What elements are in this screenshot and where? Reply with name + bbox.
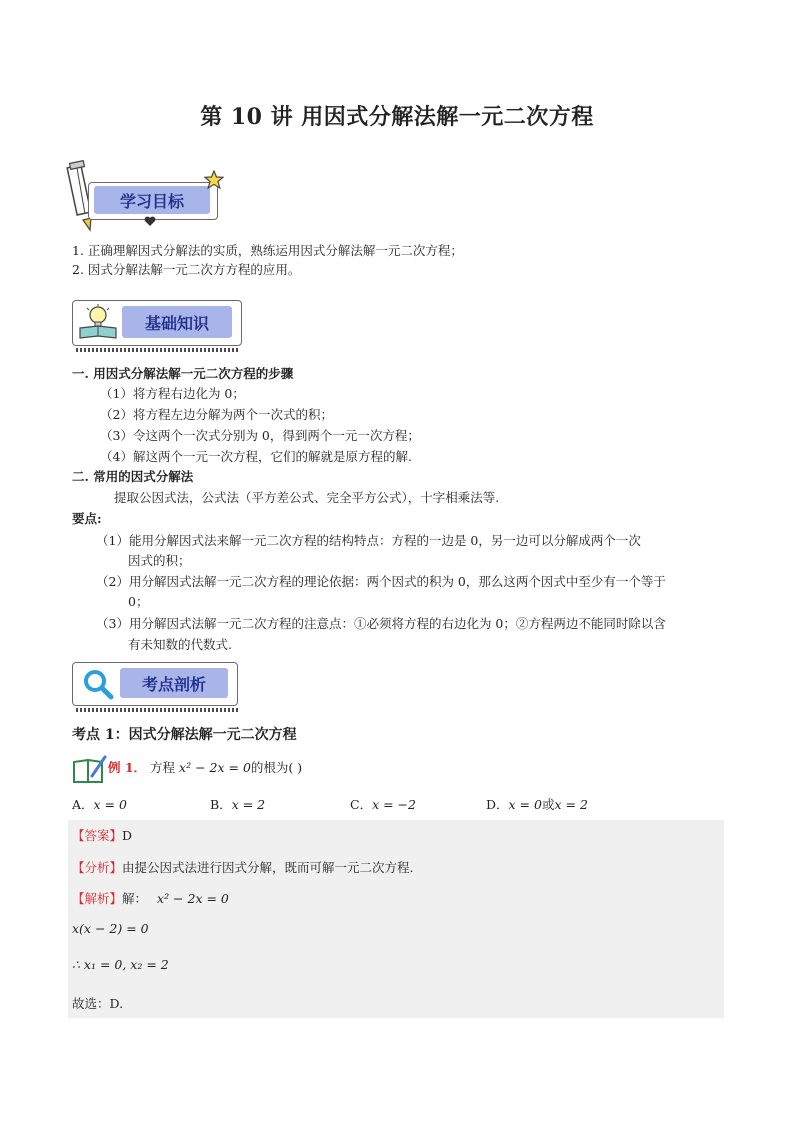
example-label: 例 1． xyxy=(108,760,147,775)
banner-knowledge xyxy=(72,298,244,354)
step-item: （3）令这两个一次式分别为 0，得到两个一元一次方程； xyxy=(100,428,420,443)
goal-item: 1. 正确理解因式分解法的实质，熟练运用因式分解法解一元二次方程； xyxy=(72,243,463,258)
option-b xyxy=(210,797,265,813)
option-c-value: x = −2 xyxy=(372,797,416,812)
keypoint-line: 有未知数的代数式. xyxy=(128,637,232,652)
solution-choose: 故选：D. xyxy=(72,996,124,1011)
banner-knowledge-label: 基础知识 xyxy=(122,306,232,338)
magnifier-icon xyxy=(82,668,114,700)
keypoint-line: 0； xyxy=(128,594,149,609)
keypoint-line: 因式的积； xyxy=(128,553,191,568)
banner-analysis-label: 考点剖析 xyxy=(120,668,228,698)
example-prefix: 方程 xyxy=(150,760,176,775)
page-title: 第 10 讲 用因式分解法解一元二次方程 xyxy=(200,104,594,130)
analysis-line xyxy=(72,860,414,876)
notebook-pen-icon xyxy=(72,754,108,784)
solution-eq2: x(x − 2) = 0 xyxy=(72,921,149,936)
option-d xyxy=(486,797,588,813)
section-body: 提取公因式法，公式法（平方差公式、完全平方公式），十字相乘法等. xyxy=(114,490,500,505)
section-heading: 一. 用因式分解法解一元二次方程的步骤 xyxy=(72,366,294,381)
solution-eq3: ∴ x₁ = 0, x₂ = 2 xyxy=(72,957,169,972)
option-d-connector: 或 xyxy=(541,797,555,812)
option-c xyxy=(350,797,416,813)
solution-line xyxy=(72,891,229,907)
answer-tag: 【答案】 xyxy=(72,828,123,843)
option-d-value-1: x = 0 xyxy=(508,797,542,812)
example-question xyxy=(108,760,302,776)
example-suffix: 的根为( ) xyxy=(250,760,303,775)
example-equation: x² − 2x = 0 xyxy=(179,760,251,775)
step-item: （1）将方程右边化为 0； xyxy=(100,386,245,401)
answer-value: D xyxy=(122,828,133,843)
solution-box xyxy=(68,820,724,1018)
kaodian-heading: 考点 1：因式分解法解一元二次方程 xyxy=(72,727,297,743)
answer-line xyxy=(72,828,132,844)
step-item: （2）将方程左边分解为两个一次式的积； xyxy=(100,407,333,422)
solution-eq1: x² − 2x = 0 xyxy=(157,891,229,906)
option-a xyxy=(72,797,127,813)
banner-goals xyxy=(66,160,226,232)
analysis-text: 由提公因式法进行因式分解，既而可解一元二次方程. xyxy=(122,860,414,875)
section-heading: 二. 常用的因式分解法 xyxy=(72,469,194,484)
goal-item: 2. 因式分解法解一元二次方方程的应用。 xyxy=(72,262,301,277)
banner-analysis xyxy=(72,660,244,714)
step-item: （4）解这两个一元一次方程，它们的解就是原方程的解. xyxy=(100,449,412,464)
option-d-label: D． xyxy=(486,797,509,812)
keypoint-line: （1）能用分解因式法来解一元二次方程的结构特点：方程的一边是 0，另一边可以分解成两个一次 xyxy=(96,533,641,548)
analysis-tag: 【分析】 xyxy=(72,860,123,875)
option-d-value-2: x = 2 xyxy=(554,797,588,812)
keypoints-heading: 要点: xyxy=(72,511,102,526)
option-b-value: x = 2 xyxy=(231,797,266,812)
solution-tag: 【解析】 xyxy=(72,891,123,906)
keypoint-line: （3）用分解因式法解一元二次方程的注意点：①必须将方程的右边化为 0；②方程两边不能同时除以含 xyxy=(96,616,666,631)
solution-lead: 解： xyxy=(122,891,148,906)
book-lightbulb-icon xyxy=(78,304,118,340)
star-icon xyxy=(204,170,224,190)
option-a-value: x = 0 xyxy=(93,797,127,812)
keypoint-line: （2）用分解因式法解一元二次方程的理论依据：两个因式的积为 0，那么这两个因式中至少有一个等于 xyxy=(96,574,666,589)
option-a-label: A． xyxy=(72,797,94,812)
option-b-label: B． xyxy=(210,797,232,812)
banner-goals-label: 学习目标 xyxy=(94,186,210,214)
heart-icon xyxy=(144,216,156,227)
option-c-label: C． xyxy=(350,797,373,812)
